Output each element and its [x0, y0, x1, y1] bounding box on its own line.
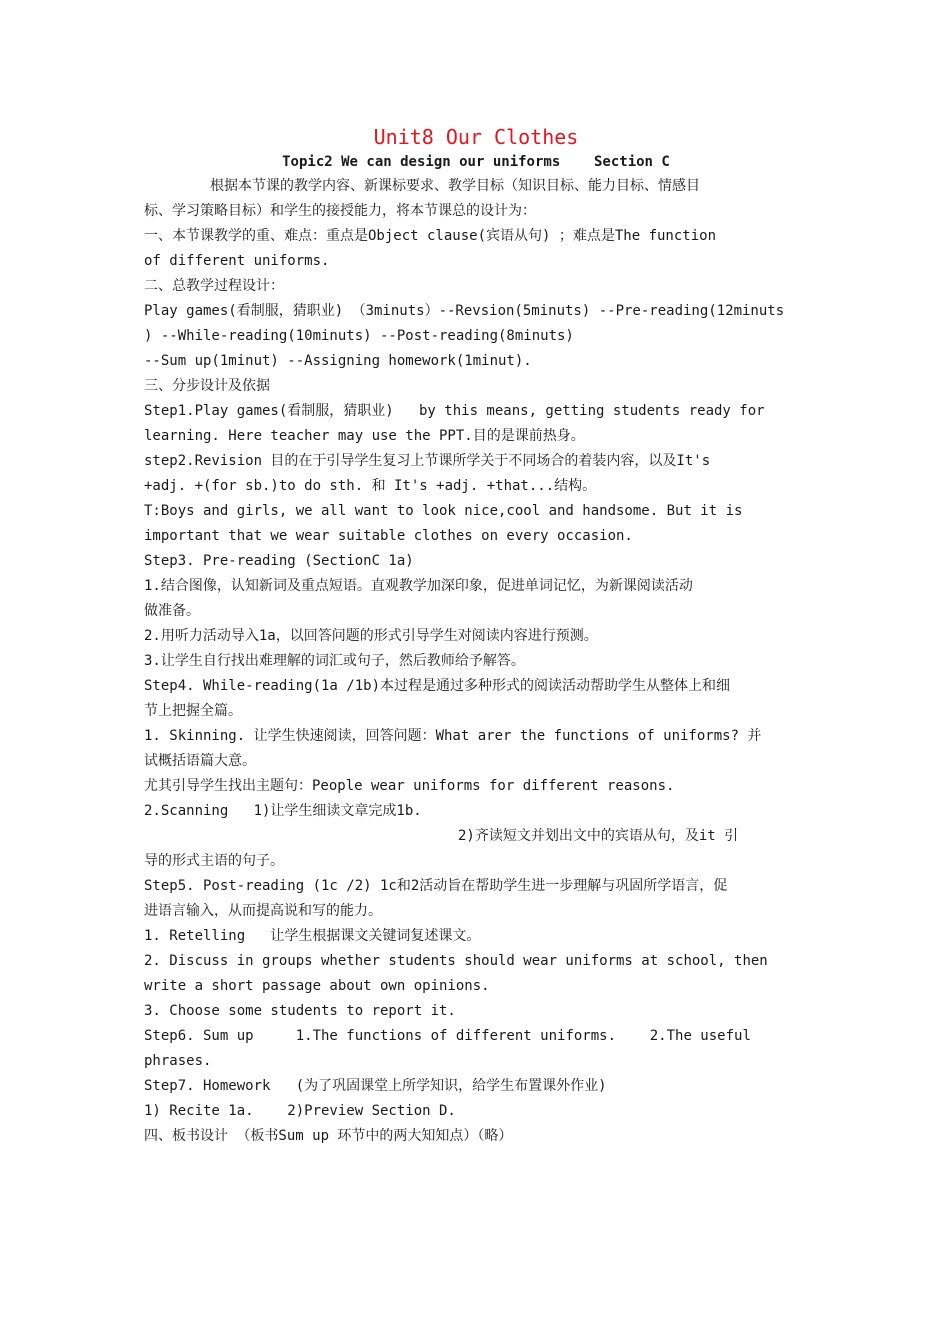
paragraph-line: 节上把握全篇。: [144, 703, 242, 719]
paragraph-line: ) --While-reading(10minuts) --Post-reading(8minuts): [144, 328, 574, 344]
document-page: [144, 124, 808, 1149]
document-title: Unit8 Our Clothes: [373, 125, 579, 149]
paragraph-line: 试概括语篇大意。: [144, 753, 256, 769]
paragraph-line: 二、总教学过程设计：: [144, 278, 284, 294]
paragraph-line: Step7. Homework (为了巩固课堂上所学知识，给学生布置课外作业): [144, 1078, 607, 1094]
paragraph-line: 1.结合图像，认知新词及重点短语。直观教学加深印象，促进单词记忆，为新课阅读活动: [144, 578, 693, 594]
paragraph-line: Step6. Sum up 1.The functions of different uniforms. 2.The useful: [144, 1028, 751, 1044]
paragraph-line: phrases.: [144, 1053, 212, 1069]
paragraph-line: 标、学习策略目标）和学生的接授能力，将本节课总的设计为：: [144, 203, 536, 219]
paragraph-line: Play games(看制服，猜职业) （3minuts）--Revsion(5minuts) --Pre-reading(12minuts: [144, 303, 785, 319]
paragraph-line: 2.Scanning 1)让学生细读文章完成1b.: [144, 803, 422, 819]
paragraph-line: 1. Retelling 让学生根据课文关键词复述课文。: [144, 928, 481, 944]
paragraph-line: 3.让学生自行找出难理解的词汇或句子，然后教师给予解答。: [144, 653, 525, 669]
paragraph-line: Step4. While-reading(1a /1b)本过程是通过多种形式的阅读活动帮助学生从整体上和细: [144, 678, 731, 694]
paragraph-line: 三、分步设计及依据: [144, 378, 270, 394]
paragraph-line: --Sum up(1minut) --Assigning homework(1minut).: [144, 353, 532, 369]
paragraph-line: 导的形式主语的句子。: [144, 853, 284, 869]
paragraph-line: 1. Skinning. 让学生快速阅读，回答问题：What arer the functions of uniforms? 并: [144, 728, 762, 744]
paragraph-line: 3. Choose some students to report it.: [144, 1003, 456, 1019]
paragraph-line: 尤其引导学生找出主题句：People wear uniforms for different reasons.: [144, 778, 675, 794]
paragraph-line: 做准备。: [144, 603, 200, 619]
paragraph-line: 2. Discuss in groups whether students should wear uniforms at school, then: [144, 953, 768, 969]
paragraph-line: 1) Recite 1a. 2)Preview Section D.: [144, 1103, 456, 1119]
paragraph-line: write a short passage about own opinions.: [144, 978, 490, 994]
paragraph-line: Step5. Post-reading (1c /2) 1c和2活动旨在帮助学生进一步理解与巩固所学语言，促: [144, 878, 728, 894]
document-body: [144, 174, 808, 1149]
paragraph-line: Step3. Pre-reading (SectionC 1a): [144, 553, 414, 569]
paragraph-line: learning. Here teacher may use the PPT.目的是课前热身。: [144, 428, 585, 444]
paragraph-line: of different uniforms.: [144, 253, 330, 269]
paragraph-line: T:Boys and girls, we all want to look nice,cool and handsome. But it is: [144, 503, 743, 519]
paragraph-line: Step1.Play games(看制服，猜职业) by this means, getting students ready for: [144, 403, 765, 419]
paragraph-line: +adj. +(for sb.)to do sth. 和 It's +adj. +that...结构。: [144, 478, 597, 494]
paragraph-line: 进语言输入，从而提高说和写的能力。: [144, 903, 382, 919]
paragraph-line: important that we wear suitable clothes on every occasion.: [144, 528, 633, 544]
paragraph-line: 2)齐读短文并划出文中的宾语从句，及it 引: [458, 828, 739, 844]
paragraph-line: 四、板书设计 （板书Sum up 环节中的两大知知点）（略）: [144, 1128, 513, 1144]
document-subtitle: Topic2 We can design our uniforms Section C: [282, 154, 670, 170]
paragraph-line: 一、本节课教学的重、难点：重点是Object clause(宾语从句) ；难点是The function: [144, 228, 717, 244]
paragraph-line: 根据本节课的教学内容、新课标要求、教学目标（知识目标、能力目标、情感目: [210, 178, 700, 194]
paragraph-line: 2.用听力活动导入1a，以回答问题的形式引导学生对阅读内容进行预测。: [144, 628, 598, 644]
paragraph-line: step2.Revision 目的在于引导学生复习上节课所学关于不同场合的着装内容，以及It's: [144, 453, 711, 469]
